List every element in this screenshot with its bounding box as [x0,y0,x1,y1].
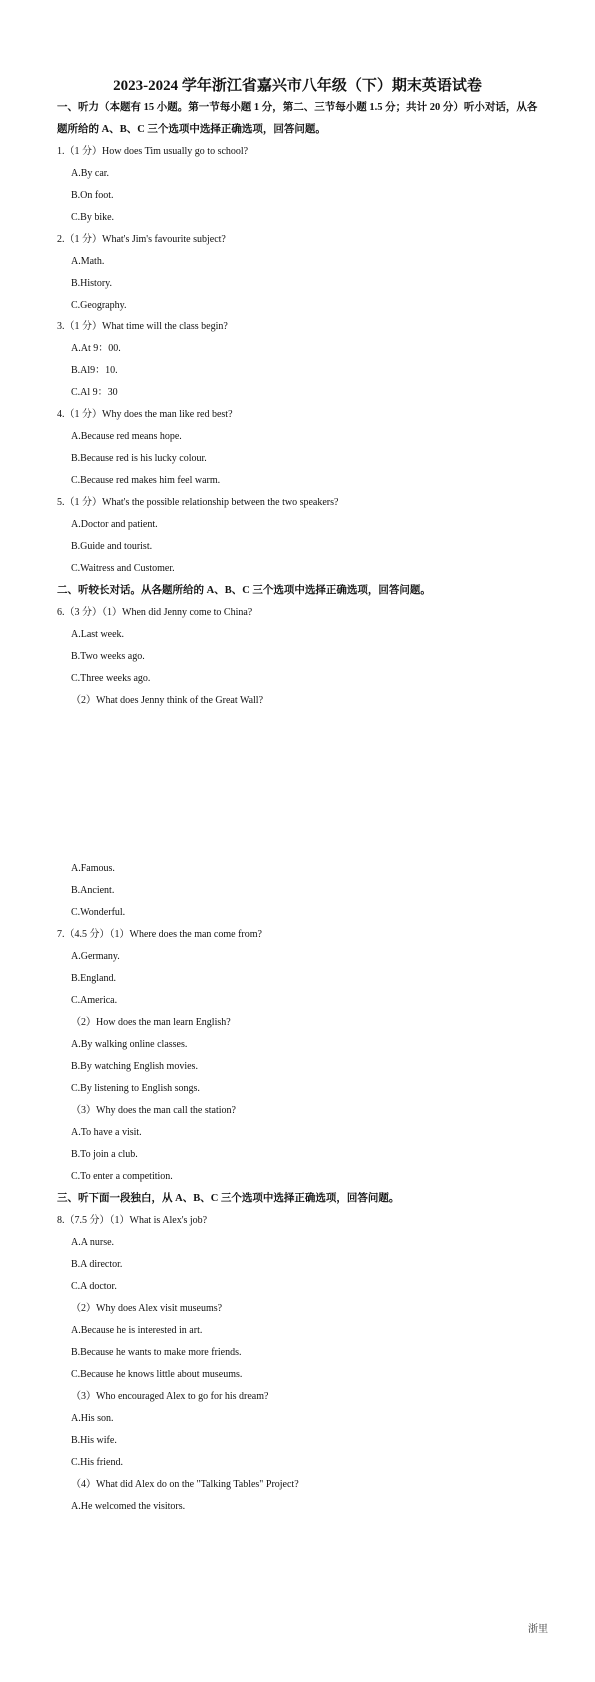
q2-option-b: B.History. [71,278,113,289]
question-3: 3.（1 分）What time will the class begin? [57,321,228,332]
q7-sub2-option-c: C.By listening to English songs. [71,1083,200,1094]
q8-sub3-option-c: C.His friend. [71,1457,123,1468]
q8-sub2-option-a: A.Because he is interested in art. [71,1325,203,1336]
q3-option-b: B.Al9：10. [71,365,118,376]
page-footer-label: 浙里 [528,1624,548,1635]
question-4: 4.（1 分）Why does the man like red best? [57,409,233,420]
q4-option-b: B.Because red is his lucky colour. [71,453,207,464]
q7-sub3-option-c: C.To enter a competition. [71,1171,173,1182]
q8-sub2-option-b: B.Because he wants to make more friends. [71,1347,242,1358]
question-2: 2.（1 分）What's Jim's favourite subject? [57,234,226,245]
q1-option-c: C.By bike. [71,212,115,223]
q7-option-c: C.America. [71,995,118,1006]
q7-sub-question-2: （2）How does the man learn English? [71,1017,231,1028]
q8-option-a: A.A nurse. [71,1237,115,1248]
q3-option-a: A.At 9：00. [71,343,121,354]
q8-option-c: C.A doctor. [71,1281,117,1292]
q6-option-a: A.Last week. [71,629,125,640]
section-1-heading: 一、听力（本题有 15 小题。第一节每小题 1 分，第二、三节每小题 1.5 分；共计 20 分）听小对话，从各 [57,102,538,113]
q8-option-b: B.A director. [71,1259,123,1270]
question-1: 1.（1 分）How does Tim usually go to school? [57,146,249,157]
section-2-heading: 二、听较长对话。从各题所给的 A、B、C 三个选项中选择正确选项，回答问题。 [57,585,431,596]
q7-option-b: B.England. [71,973,116,984]
q1-option-b: B.On foot. [71,190,114,201]
q2-option-c: C.Geography. [71,300,127,311]
q7-sub3-option-a: A.To have a visit. [71,1127,142,1138]
q5-option-b: B.Guide and tourist. [71,541,153,552]
q8-sub-question-3: （3）Who encouraged Alex to go for his dream? [71,1391,269,1402]
question-8: 8.（7.5 分）（1）What is Alex's job? [57,1215,208,1226]
q6-sub2-option-b: B.Ancient. [71,885,115,896]
q7-sub2-option-b: B.By watching English movies. [71,1061,198,1072]
q7-sub2-option-a: A.By walking online classes. [71,1039,188,1050]
q5-option-c: C.Waitress and Customer. [71,563,175,574]
q8-sub3-option-b: B.His wife. [71,1435,117,1446]
q6-option-c: C.Three weeks ago. [71,673,151,684]
section-1-heading-cont: 题所给的 A、B、C 三个选项中选择正确选项，回答问题。 [57,124,326,135]
q3-option-c: C.Al 9：30 [71,387,118,398]
q8-sub2-option-c: C.Because he knows little about museums. [71,1369,243,1380]
q6-option-b: B.Two weeks ago. [71,651,145,662]
section-3-heading: 三、听下面一段独白，从 A、B、C 三个选项中选择正确选项，回答问题。 [57,1193,400,1204]
exam-title: 2023-2024 学年浙江省嘉兴市八年级（下）期末英语试卷 [113,78,482,94]
q4-option-a: A.Because red means hope. [71,431,182,442]
q1-option-a: A.By car. [71,168,110,179]
q2-option-a: A.Math. [71,256,105,267]
q6-sub2-option-a: A.Famous. [71,863,115,874]
q6-sub-question-2: （2）What does Jenny think of the Great Wall? [71,695,264,706]
q8-sub-question-4: （4）What did Alex do on the "Talking Tables" Project? [71,1479,299,1490]
q5-option-a: A.Doctor and patient. [71,519,158,530]
q8-sub4-option-a: A.He welcomed the visitors. [71,1501,186,1512]
question-6: 6.（3 分）（1）When did Jenny come to China? [57,607,253,618]
q6-sub2-option-c: C.Wonderful. [71,907,126,918]
question-5: 5.（1 分）What's the possible relationship between the two speakers? [57,497,339,508]
q8-sub3-option-a: A.His son. [71,1413,114,1424]
q7-sub-question-3: （3）Why does the man call the station? [71,1105,236,1116]
q8-sub-question-2: （2）Why does Alex visit museums? [71,1303,223,1314]
q7-option-a: A.Germany. [71,951,120,962]
q4-option-c: C.Because red makes him feel warm. [71,475,221,486]
q7-sub3-option-b: B.To join a club. [71,1149,138,1160]
question-7: 7.（4.5 分）（1）Where does the man come from? [57,929,262,940]
